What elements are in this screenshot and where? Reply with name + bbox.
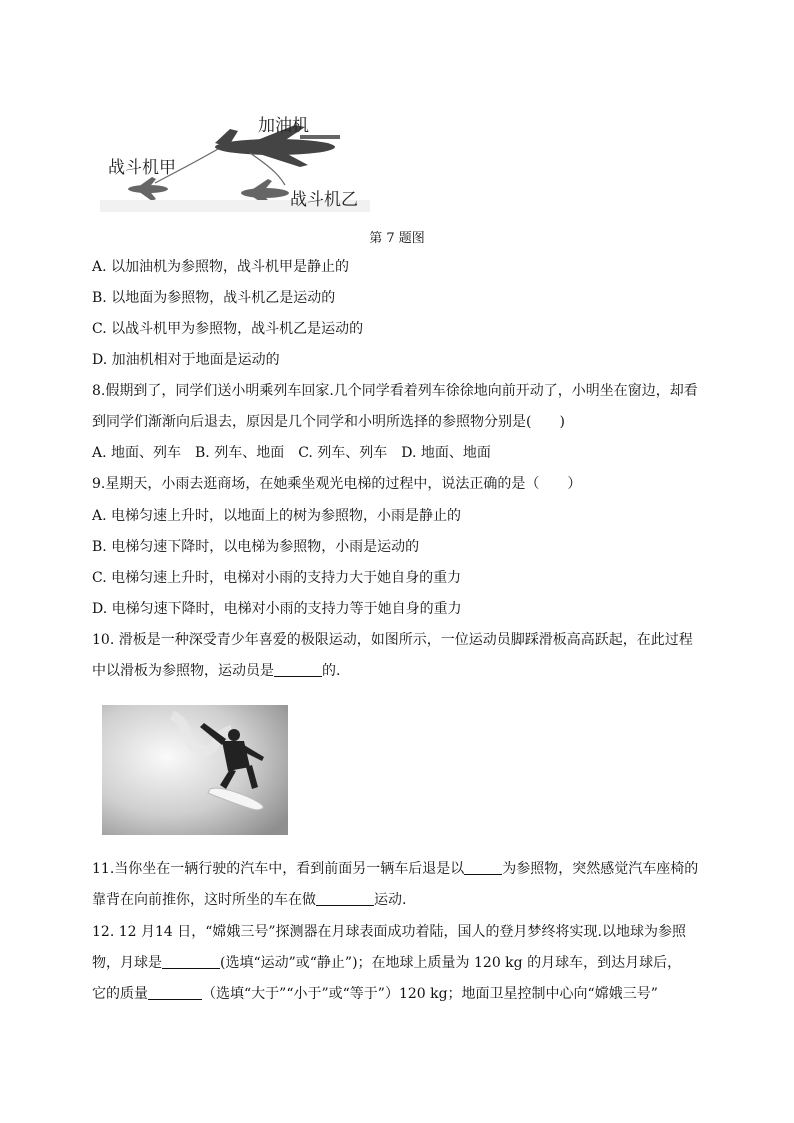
q10-answer-blank[interactable] bbox=[274, 662, 322, 677]
q10-text-a: 中以滑板为参照物，运动员是 bbox=[92, 663, 274, 679]
q11-text-a: 11.当你坐在一辆行驶的汽车中，看到前面另一辆车后退是以 bbox=[92, 861, 465, 877]
label-fighter-b: 战斗机乙 bbox=[290, 190, 358, 210]
q12-line3 bbox=[92, 984, 658, 1004]
q9-option-a: A. 电梯匀速上升时，以地面上的树为参照物，小雨是静止的 bbox=[92, 508, 462, 524]
q12-answer-blank-2[interactable] bbox=[148, 985, 202, 1000]
q8-stem-line1: 8.假期到了，同学们送小明乘列车回家.几个同学看着列车徐徐地向前开动了，小明坐在窗边，却看 bbox=[92, 383, 698, 399]
q11-text-b: 为参照物，突然感觉汽车座椅的 bbox=[502, 861, 699, 877]
q11-line2 bbox=[92, 890, 406, 910]
q9-option-d: D. 电梯匀速下降时，电梯对小雨的支持力等于她自身的重力 bbox=[92, 601, 462, 617]
q8-stem-line2: 到同学们渐渐向后退去，原因是几个同学和小明所选择的参照物分别是( ) bbox=[92, 414, 565, 430]
q12-text-c: 它的质量 bbox=[92, 986, 148, 1002]
label-tanker: 加油机 bbox=[258, 116, 309, 136]
q9-stem: 9.星期天，小雨去逛商场，在她乘坐观光电梯的过程中，说法正确的是（ ） bbox=[92, 476, 582, 492]
q12-text-b: (选填“运动”或“静止”)；在地球上质量为 120 kg 的月球车，到达月球后， bbox=[220, 955, 682, 971]
q11-text-d: 运动. bbox=[374, 892, 407, 908]
q12-text-a: 物，月球是 bbox=[92, 955, 162, 971]
q12-line2 bbox=[92, 953, 681, 973]
q10-stem-line1: 10. 滑板是一种深受青少年喜爱的极限运动，如图所示，一位运动员脚踩滑板高高跃起，在此过程 bbox=[92, 632, 693, 648]
q11-line1 bbox=[92, 859, 698, 879]
q9-option-c: C. 电梯匀速上升时，电梯对小雨的支持力大于她自身的重力 bbox=[92, 570, 462, 586]
q12-line1: 12. 12 月14 日，“嫦娥三号”探测器在月球表面成功着陆，国人的登月梦终将实现.以地球为参照 bbox=[92, 924, 687, 940]
q9-option-b: B. 电梯匀速下降时，以电梯为参照物，小雨是运动的 bbox=[92, 539, 420, 555]
figure-7-caption: 第 7 题图 bbox=[369, 231, 425, 246]
q11-answer-blank-1[interactable] bbox=[464, 860, 502, 875]
q10-stem-line2 bbox=[92, 661, 340, 681]
q7-option-b: B. 以地面为参照物，战斗机乙是运动的 bbox=[92, 290, 336, 306]
figure-7-refueling bbox=[100, 105, 370, 220]
label-fighter-a: 战斗机甲 bbox=[108, 158, 176, 178]
q12-answer-blank-1[interactable] bbox=[162, 954, 220, 969]
snowboard-photo bbox=[102, 705, 288, 835]
q7-option-a: A. 以加油机为参照物，战斗机甲是静止的 bbox=[92, 259, 350, 275]
q10-text-b: 的. bbox=[322, 663, 341, 679]
q11-text-c: 靠背在向前推你，这时所坐的车在做 bbox=[92, 892, 316, 908]
q7-option-c: C. 以战斗机甲为参照物，战斗机乙是运动的 bbox=[92, 321, 364, 337]
q11-answer-blank-2[interactable] bbox=[316, 891, 374, 906]
q7-option-d: D. 加油机相对于地面是运动的 bbox=[92, 352, 280, 368]
q12-text-d: （选填“大于”“小于”或“等于”）120 kg；地面卫星控制中心向“嫦娥三号” bbox=[202, 986, 658, 1002]
snowboarder-image bbox=[102, 705, 288, 835]
q8-options: A. 地面、列车 B. 列车、地面 C. 列车、列车 D. 地面、地面 bbox=[92, 445, 491, 461]
